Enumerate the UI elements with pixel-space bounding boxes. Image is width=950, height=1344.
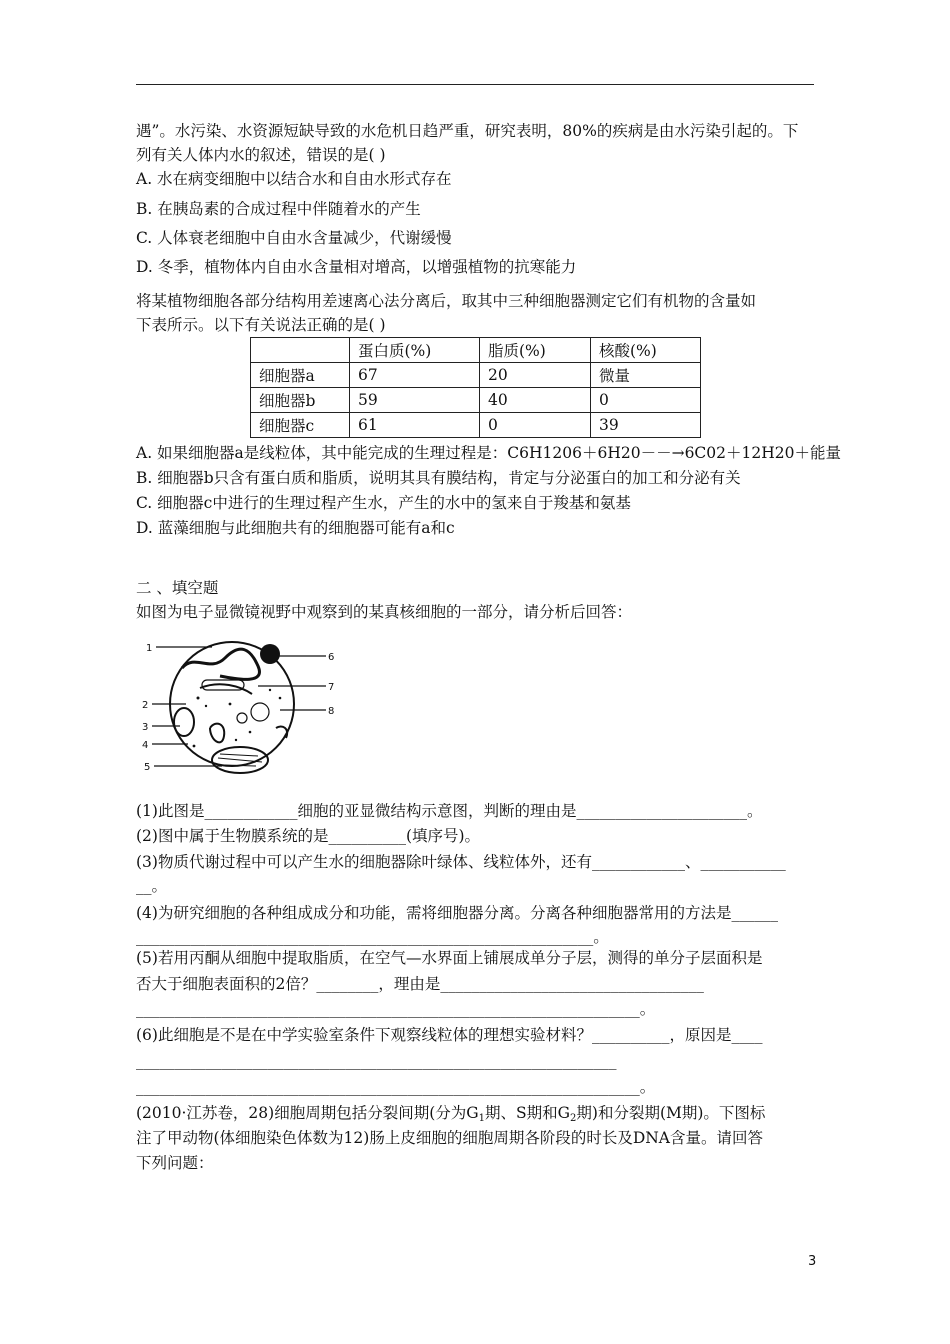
text-line: 将某植物细胞各部分结构用差速离心法分离后，取其中三种细胞器测定它们有机物的含量如 <box>136 292 757 310</box>
fill-line: _________________________________________________________________。 <box>136 1078 656 1096</box>
option-b: B. 细胞器b只含有蛋白质和脂质，说明其具有膜结构，肯定与分泌蛋白的加工和分泌有关 <box>136 469 741 487</box>
header-rule <box>136 84 814 85</box>
page-number: 3 <box>808 1254 817 1269</box>
table-cell: 核酸(%) <box>591 338 701 363</box>
table-cell: 0 <box>480 413 591 438</box>
table-cell: 微量 <box>591 363 701 388</box>
cell-micrograph-figure <box>140 628 350 778</box>
figure-label: 3 <box>142 722 149 733</box>
table-cell: 39 <box>591 413 701 438</box>
text-span: (2010·江苏卷，28)细胞周期包括分裂间期(分为G <box>136 1104 479 1122</box>
table-row <box>251 413 701 438</box>
fill-line: __。 <box>136 877 168 895</box>
text-line: 遇”。水污染、水资源短缺导致的水危机日趋严重，研究表明，80%的疾病是由水污染引起的。下 <box>136 122 799 140</box>
fill-line: (3)物质代谢过程中可以产生水的细胞器除叶绿体、线粒体外，还有____________、___________ <box>136 853 786 871</box>
question-text: 注了甲动物(体细胞染色体数为12)肠上皮细胞的细胞周期各阶段的时长及DNA含量。请回答 <box>136 1129 764 1147</box>
option-d: D. 蓝藻细胞与此细胞共有的细胞器可能有a和c <box>136 519 455 537</box>
fill-line: (4)为研究细胞的各种组成成分和功能，需将细胞器分离。分离各种细胞器常用的方法是______ <box>136 904 778 922</box>
figure-label: 6 <box>328 652 335 663</box>
fill-line: ______________________________________________________________ <box>136 1052 617 1070</box>
table-cell: 67 <box>350 363 480 388</box>
text-span: 期、S期和G <box>485 1104 571 1122</box>
figure-label: 1 <box>146 643 153 654</box>
figure-label: 5 <box>144 762 151 773</box>
fill-line: 否大于细胞表面积的2倍？________，理由是__________________________________ <box>136 975 704 993</box>
text-span: 期)和分裂期(M期)。下图标 <box>576 1104 766 1122</box>
table-cell: 脂质(%) <box>480 338 591 363</box>
option-a: A. 水在病变细胞中以结合水和自由水形式存在 <box>136 170 452 188</box>
table-cell: 蛋白质(%) <box>350 338 480 363</box>
table-row <box>251 363 701 388</box>
table-cell: 细胞器b <box>251 388 350 413</box>
figure-label: 7 <box>328 682 335 693</box>
fill-line: (6)此细胞是不是在中学实验室条件下观察线粒体的理想实验材料？__________，原因是____ <box>136 1026 763 1044</box>
endoplasmic-reticulum-shape <box>182 649 259 679</box>
figure-label: 4 <box>142 740 149 751</box>
option-c: C. 细胞器c中进行的生理过程产生水，产生的水中的氢来自于羧基和氨基 <box>136 494 631 512</box>
table-cell: 61 <box>350 413 480 438</box>
option-c: C. 人体衰老细胞中自由水含量减少，代谢缓慢 <box>136 229 452 247</box>
table-cell: 20 <box>480 363 591 388</box>
golgi-shape <box>210 724 224 743</box>
fill-line: ___________________________________________________________。 <box>136 928 609 946</box>
option-a: A. 如果细胞器a是线粒体，其中能完成的生理过程是：C6H1206＋6H20－－→6C02＋12H20＋能量 <box>136 444 841 462</box>
table-row <box>251 388 701 413</box>
figure-label: 8 <box>328 706 335 717</box>
option-b: B. 在胰岛素的合成过程中伴随着水的产生 <box>136 200 421 218</box>
option-d: D. 冬季，植物体内自由水含量相对增高，以增强植物的抗寒能力 <box>136 258 577 276</box>
subscript: 2 <box>570 1113 577 1124</box>
question-intro: 如图为电子显微镜视野中观察到的某真核细胞的一部分，请分析后回答： <box>136 603 633 621</box>
fill-line: (2)图中属于生物膜系统的是__________(填序号)。 <box>136 827 481 845</box>
section-title: 二 、填空题 <box>136 579 219 597</box>
table-cell: 59 <box>350 388 480 413</box>
table-cell: 0 <box>591 388 701 413</box>
question-text <box>136 1103 765 1129</box>
organelle-table <box>250 337 701 438</box>
table-cell: 细胞器a <box>251 363 350 388</box>
fill-line: (1)此图是____________细胞的亚显微结构示意图，判断的理由是______________________。 <box>136 802 763 820</box>
table-cell: 40 <box>480 388 591 413</box>
text-line: 列有关人体内水的叙述，错误的是( ) <box>136 146 386 164</box>
vesicle-shape <box>237 713 247 723</box>
table-cell <box>251 338 350 363</box>
text-line: 下表所示。以下有关说法正确的是( ) <box>136 316 386 334</box>
question-text: 下列问题： <box>136 1154 214 1172</box>
mitochondrion-shape <box>174 708 194 736</box>
figure-label: 2 <box>142 700 149 711</box>
fill-line: _________________________________________________________________。 <box>136 1000 656 1018</box>
nucleolus-shape <box>260 644 280 664</box>
thylakoid-shape <box>218 754 262 766</box>
subscript: 1 <box>478 1113 485 1124</box>
fill-line: (5)若用丙酮从细胞中提取脂质，在空气—水界面上铺展成单分子层，测得的单分子层面积是 <box>136 949 763 967</box>
vacuole-shape <box>251 703 269 721</box>
table-header-row <box>251 338 701 363</box>
table-cell: 细胞器c <box>251 413 350 438</box>
